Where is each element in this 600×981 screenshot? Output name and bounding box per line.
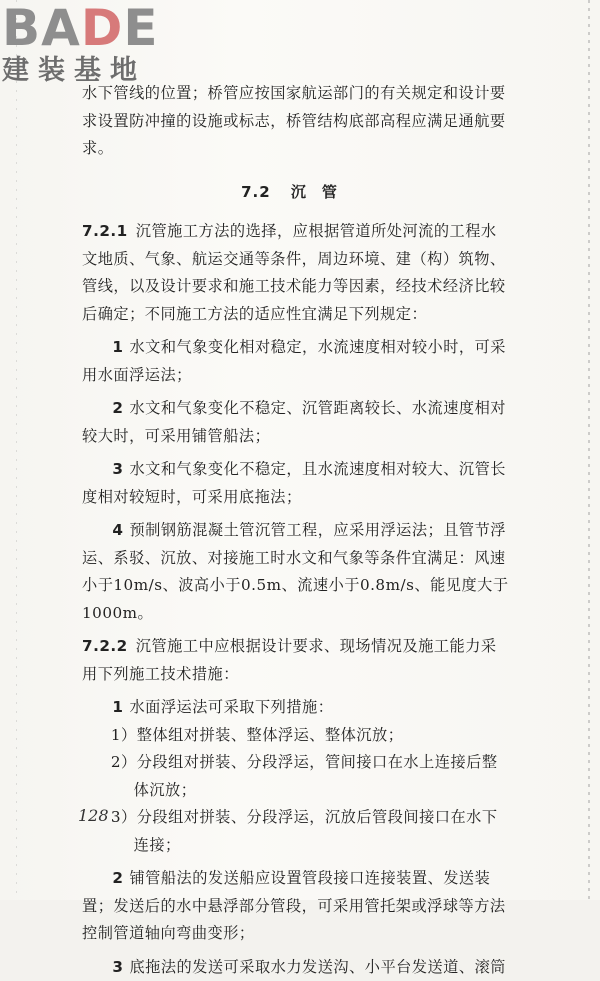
list-item: 3 底拖法的发送可采取水力发送沟、小平台发送道、滚筒 (82, 954, 512, 981)
logo-tagline: 建装基地 (2, 56, 177, 86)
clause-7-2-1 (82, 218, 512, 328)
sub-item: 1）整体组对拼装、整体浮运、整体沉放； (82, 722, 512, 750)
sub-item: 2）分段组对拼装、分段浮运，管间接口在水上连接后整体沉放； (82, 749, 512, 804)
section-title: 沉管 (291, 183, 353, 201)
clause-text: 沉管施工方法的选择，应根据管道所处河流的工程水文地质、气象、航运交通等条件，周边环境、建（构）筑物、管线，以及设计要求和施工技术能力等因素，经技术经济比较后确定；不同施工方法的适应性宜满足下列规定： (82, 222, 506, 323)
list-item: 2 铺管船法的发送船应设置管段接口连接装置、发送装置；发送后的水中悬浮部分管段，可采用管托架或浮球等方法控制管道轴向弯曲变形； (82, 865, 512, 948)
scan-edge-left (16, 0, 17, 900)
list-item: 1 水文和气象变化相对稳定，水流速度相对较小时，可采用水面浮运法； (82, 334, 512, 389)
section-heading (82, 179, 512, 207)
list-item: 2 水文和气象变化不稳定、沉管距离较长、水流速度相对较大时，可采用铺管船法； (82, 395, 512, 450)
paragraph-continuation: 水下管线的位置；桥管应按国家航运部门的有关规定和设计要求设置防冲撞的设施或标志，桥管结构底部高程应满足通航要求。 (82, 80, 512, 163)
sub-item: 3）分段组对拼装、分段浮运，沉放后管段间接口在水下连接； (82, 804, 512, 859)
section-number: 7.2 (241, 183, 271, 201)
list-item: 4 预制钢筋混凝土管沉管工程，应采用浮运法；且管节浮运、系驳、沉放、对接施工时水文和气象等条件宜满足：风速小于10m/s、波高小于0.5m、流速小于0.8m/s、能见度大于1000m。 (82, 517, 512, 627)
clause-number: 7.2.2 (82, 637, 128, 655)
clause-7-2-2 (82, 633, 512, 688)
logo-brand: BADE (2, 2, 177, 54)
page-content (82, 80, 512, 981)
watermark-logo (2, 2, 177, 92)
list-item: 3 水文和气象变化不稳定，且水流速度相对较大、沉管长度相对较短时，可采用底拖法； (82, 456, 512, 511)
page-number: 128 (78, 806, 109, 825)
clause-text: 沉管施工中应根据设计要求、现场情况及施工能力采用下列施工技术措施： (82, 637, 497, 683)
scan-edge-right (588, 0, 590, 900)
clause-number: 7.2.1 (82, 222, 128, 240)
list-item: 1 水面浮运法可采取下列措施： (82, 694, 512, 722)
